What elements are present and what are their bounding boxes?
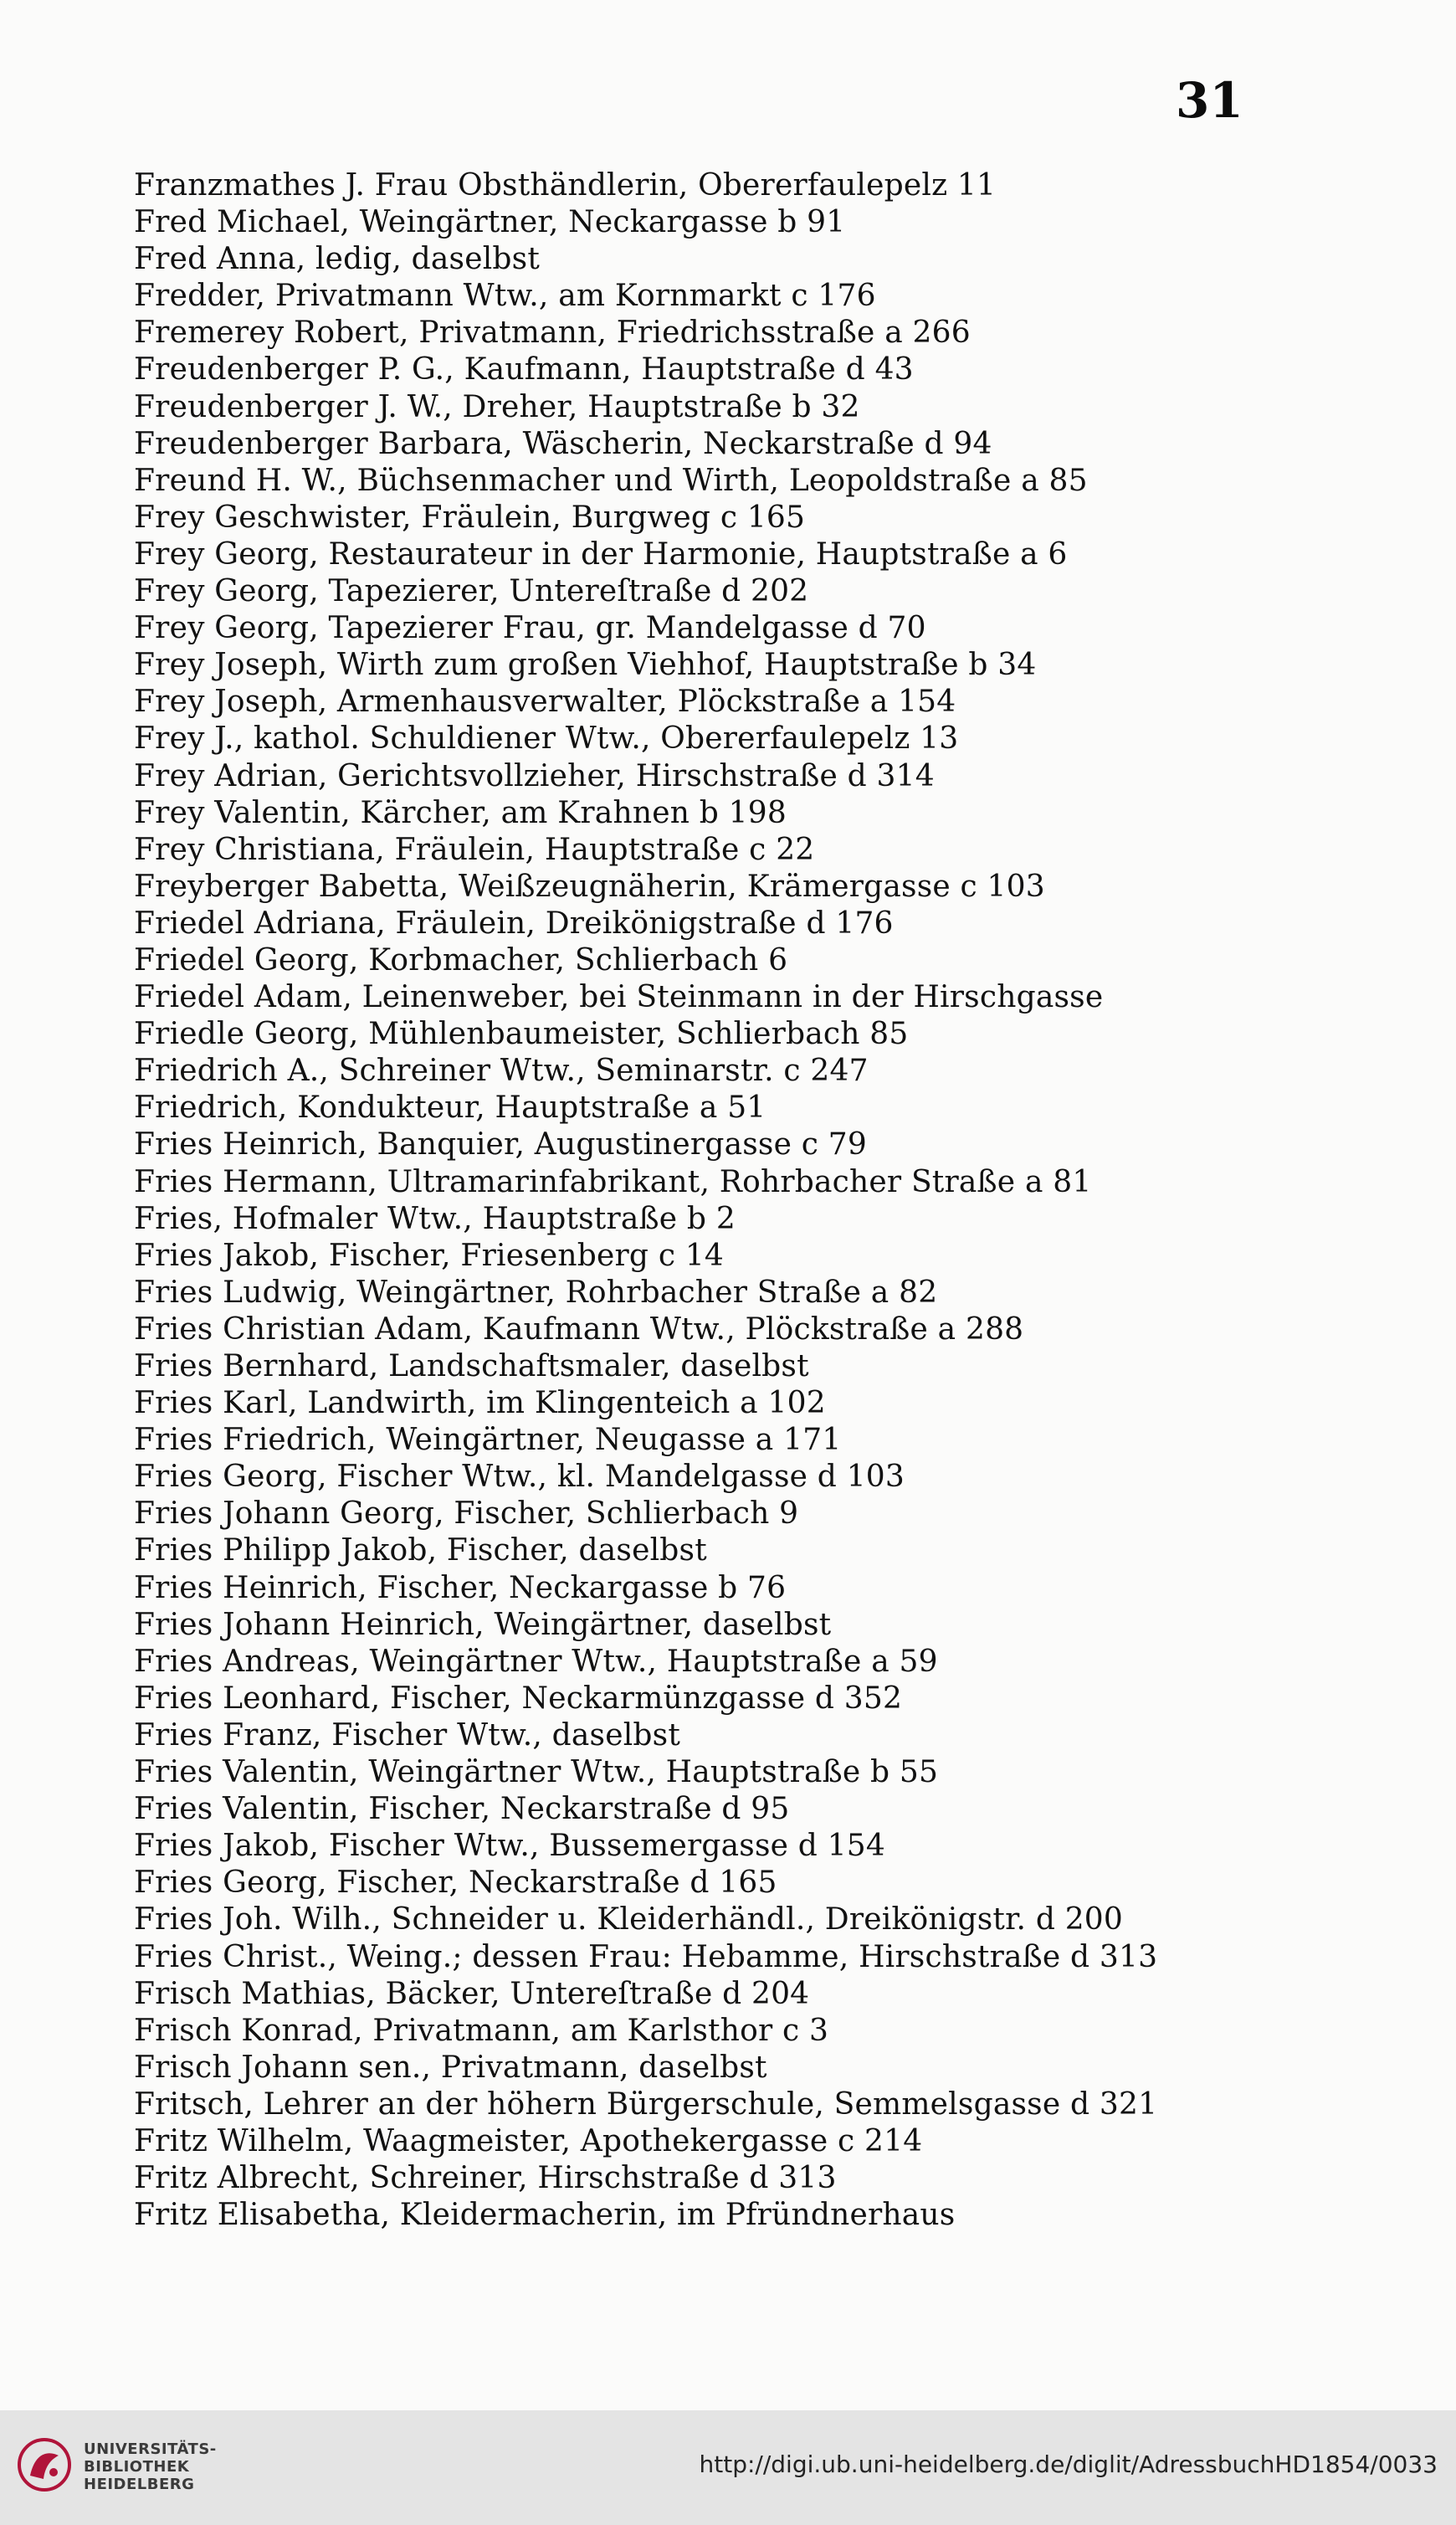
directory-entry: Fries Georg, Fischer, Neckarstraße d 165	[134, 1866, 777, 1901]
directory-entry: Fries Johann Georg, Fischer, Schlierbach 9	[134, 1496, 799, 1532]
directory-entry: Fries Jakob, Fischer Wtw., Bussemergasse d 154	[134, 1829, 886, 1864]
directory-entry: Fries Karl, Landwirth, im Klingenteich a 102	[134, 1386, 826, 1421]
directory-entry: Frey Adrian, Gerichtsvollzieher, Hirschstraße d 314	[134, 758, 935, 793]
directory-entry: Frey Georg, Restaurateur in der Harmonie, Hauptstraße a 6	[134, 536, 1068, 572]
directory-entry: Freyberger Babetta, Weißzeugnäherin, Krämergasse c 103	[134, 869, 1045, 904]
directory-entry: Freudenberger P. G., Kaufmann, Hauptstraße d 43	[134, 352, 914, 387]
directory-entry: Frisch Konrad, Privatmann, am Karlsthor c 3	[134, 2013, 829, 2048]
directory-entry: Frey Valentin, Kärcher, am Krahnen b 198	[134, 795, 787, 830]
directory-entry: Fries Philipp Jakob, Fischer, daselbst	[134, 1533, 707, 1568]
directory-entry: Frey Georg, Tapezierer Frau, gr. Mandelgasse d 70	[134, 611, 926, 646]
directory-entry: Fries Valentin, Fischer, Neckarstraße d 95	[134, 1792, 790, 1827]
directory-entry: Fred Michael, Weingärtner, Neckargasse b 91	[134, 205, 846, 240]
directory-entry: Fredder, Privatmann Wtw., am Kornmarkt c 176	[134, 279, 876, 314]
directory-entry: Fritsch, Lehrer an der höhern Bürgerschule, Semmelsgasse d 321	[134, 2086, 1158, 2122]
directory-entry: Fries Franz, Fischer Wtw., daselbst	[134, 1717, 681, 1753]
directory-entry: Fries Ludwig, Weingärtner, Rohrbacher Straße a 82	[134, 1275, 938, 1310]
directory-entry: Frisch Mathias, Bäcker, Untereſtraße d 204	[134, 1976, 810, 2011]
directory-entry: Friedel Adriana, Fräulein, Dreikönigstraße d 176	[134, 906, 894, 941]
directory-entry: Fries Georg, Fischer Wtw., kl. Mandelgasse d 103	[134, 1460, 905, 1495]
directory-entry: Fritz Wilhelm, Waagmeister, Apothekergasse c 214	[134, 2123, 923, 2158]
directory-entry: Friedle Georg, Mühlenbaumeister, Schlierbach 85	[134, 1017, 909, 1052]
directory-entry: Fries Hermann, Ultramarinfabrikant, Rohrbacher Straße a 81	[134, 1164, 1092, 1199]
directory-entry: Franzmathes J. Frau Obsthändlerin, Obererfaulepelz 11	[134, 168, 997, 203]
directory-entry: Frey Geschwister, Fräulein, Burgweg c 165	[134, 500, 806, 535]
logo-line: BIBLIOTHEK	[84, 2458, 190, 2476]
directory-entry: Fries Christian Adam, Kaufmann Wtw., Plöckstraße a 288	[134, 1311, 1024, 1347]
directory-entry: Fries, Hofmaler Wtw., Hauptstraße b 2	[134, 1201, 736, 1236]
source-url-link[interactable]: http://digi.ub.uni-heidelberg.de/diglit/AdressbuchHD1854/0033	[699, 2451, 1438, 2478]
directory-entry: Frisch Johann sen., Privatmann, daselbst	[134, 2050, 767, 2085]
directory-entry: Frey Joseph, Armenhausverwalter, Plöckstraße a 154	[134, 685, 956, 720]
directory-entry: Fritz Elisabetha, Kleidermacherin, im Pfründnerhaus	[134, 2198, 956, 2233]
page-number: 31	[1176, 72, 1243, 129]
directory-entry: Fremerey Robert, Privatmann, Friedrichsstraße a 266	[134, 316, 971, 351]
directory-entry: Freudenberger J. W., Dreher, Hauptstraße b 32	[134, 389, 860, 424]
directory-entry: Freund H. W., Büchsenmacher und Wirth, Leopoldstraße a 85	[134, 463, 1088, 498]
directory-entry: Freudenberger Barbara, Wäscherin, Neckarstraße d 94	[134, 426, 992, 461]
directory-entry: Friedel Adam, Leinenweber, bei Steinmann in der Hirschgasse	[134, 980, 1104, 1015]
directory-entry: Frey Christiana, Fräulein, Hauptstraße c 22	[134, 832, 815, 867]
directory-entry: Friedrich A., Schreiner Wtw., Seminarstr. c 247	[134, 1054, 869, 1089]
directory-entry: Fritz Albrecht, Schreiner, Hirschstraße d 313	[134, 2161, 837, 2196]
directory-entry: Fred Anna, ledig, daselbst	[134, 242, 540, 277]
directory-entry: Friedrich, Kondukteur, Hauptstraße a 51	[134, 1091, 766, 1126]
directory-entry: Fries Andreas, Weingärtner Wtw., Hauptstraße a 59	[134, 1644, 938, 1679]
directory-entries	[134, 167, 1423, 2234]
directory-entry: Fries Johann Heinrich, Weingärtner, daselbst	[134, 1607, 832, 1642]
directory-entry: Fries Friedrich, Weingärtner, Neugasse a 171	[134, 1423, 842, 1458]
directory-entry: Fries Jakob, Fischer, Friesenberg c 14	[134, 1238, 725, 1273]
viewer-footer	[0, 2410, 1456, 2525]
directory-entry: Fries Valentin, Weingärtner Wtw., Hauptstraße b 55	[134, 1755, 939, 1790]
library-logo-text	[84, 2440, 217, 2493]
directory-entry: Frey Georg, Tapezierer, Untereſtraße d 202	[134, 574, 809, 609]
directory-entry: Friedel Georg, Korbmacher, Schlierbach 6	[134, 942, 788, 978]
directory-entry: Fries Bernhard, Landschaftsmaler, daselbst	[134, 1349, 809, 1383]
directory-entry: Fries Heinrich, Banquier, Augustinergasse c 79	[134, 1127, 867, 1162]
directory-entry: Frey Joseph, Wirth zum großen Viehhof, Hauptstraße b 34	[134, 648, 1037, 683]
directory-entry: Fries Leonhard, Fischer, Neckarmünzgasse d 352	[134, 1681, 903, 1716]
directory-entry: Frey J., kathol. Schuldiener Wtw., Obererfaulepelz 13	[134, 721, 959, 757]
directory-entry: Fries Joh. Wilh., Schneider u. Kleiderhändl., Dreikönigstr. d 200	[134, 1902, 1124, 1937]
university-library-logo-icon	[15, 2435, 74, 2494]
directory-entry: Fries Heinrich, Fischer, Neckargasse b 76	[134, 1570, 787, 1605]
logo-line: HEIDELBERG	[84, 2476, 195, 2493]
logo-line: UNIVERSITÄTS-	[84, 2440, 217, 2458]
directory-entry: Fries Christ., Weing.; dessen Frau: Hebamme, Hirschstraße d 313	[134, 1939, 1158, 1974]
